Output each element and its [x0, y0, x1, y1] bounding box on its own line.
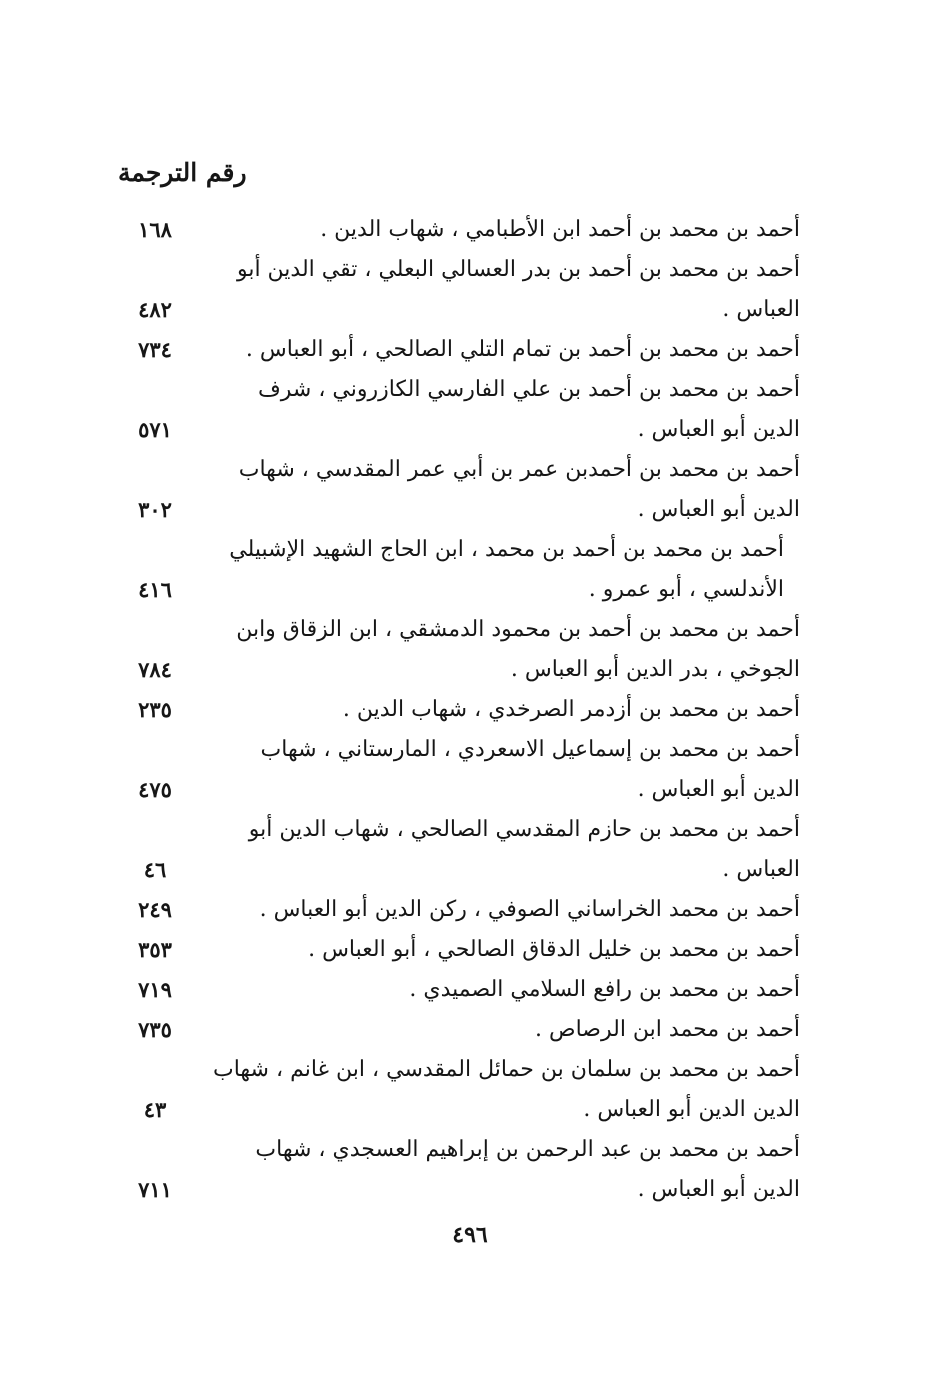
entry — [120, 450, 800, 530]
entry-number: ٤٦ — [143, 857, 167, 882]
entry-text: أحمد بن محمد الخراساني الصوفي ، ركن الدين أبو العباس . — [259, 897, 800, 922]
entry — [120, 250, 800, 330]
entry — [120, 890, 800, 930]
column-header: رقم الترجمة — [118, 158, 247, 187]
entry — [120, 970, 800, 1010]
entry — [120, 530, 800, 610]
entry-text: أحمد بن محمد ابن الرصاص . — [535, 1017, 800, 1042]
entry-text: أحمد بن محمد بن أحمد بن محمد ، ابن الحاج الشهيد الإشبيلي الأندلسي ، أبو عمرو . — [229, 537, 784, 602]
entry-text: أحمد بن محمد بن رافع السلامي الصميدي . — [409, 977, 800, 1002]
entry-text: أحمد بن محمد بن أحمد بن بدر العسالي البعلي ، تقي الدين أبو العباس . — [236, 257, 800, 322]
entry-number: ٤٨٢ — [138, 297, 172, 322]
entry-list — [120, 210, 800, 1210]
entry — [120, 930, 800, 970]
entry-text: أحمد بن محمد بن سلمان بن حمائل المقدسي ، ابن غانم ، شهاب الدين الدين أبو العباس . — [213, 1057, 800, 1122]
entry — [120, 1010, 800, 1050]
entry-number: ١٦٨ — [138, 217, 172, 242]
entry-number: ٤٧٥ — [138, 777, 172, 802]
entry — [120, 1130, 800, 1210]
entry-text: أحمد بن محمد بن عبد الرحمن بن إبراهيم العسجدي ، شهاب الدين أبو العباس . — [255, 1137, 800, 1202]
entry-number: ٧١٩ — [138, 977, 172, 1002]
entry-text: أحمد بن محمد بن أحمد بن علي الفارسي الكازروني ، شرف الدين أبو العباس . — [257, 377, 800, 442]
entry-number: ٣٥٣ — [138, 937, 172, 962]
entry — [120, 730, 800, 810]
entry-number: ٤٣ — [143, 1097, 167, 1122]
entry-number: ٧٨٤ — [138, 657, 172, 682]
entry-text: أحمد بن محمد بن أحمد ابن الأطبامي ، شهاب الدين . — [320, 217, 800, 242]
entry-text: أحمد بن محمد بن أزدمر الصرخدي ، شهاب الدين . — [342, 697, 800, 722]
entry-number: ٣٠٢ — [138, 497, 172, 522]
entry-number: ٤١٦ — [138, 577, 172, 602]
entry-number: ٧١١ — [138, 1177, 172, 1202]
entry — [120, 690, 800, 730]
entry-number: ٢٣٥ — [138, 697, 172, 722]
entry-text: أحمد بن محمد بن أحمد بن محمود الدمشقي ، ابن الزقاق وابن الجوخي ، بدر الدين أبو العباس . — [236, 617, 800, 682]
entry-text: أحمد بن محمد بن إسماعيل الاسعردي ، المارستاني ، شهاب الدين أبو العباس . — [260, 737, 800, 802]
entry — [120, 210, 800, 250]
entry-number: ٧٣٥ — [138, 1017, 172, 1042]
entry-number: ٢٤٩ — [138, 897, 172, 922]
entry-number: ٥٧١ — [138, 417, 172, 442]
entry-number: ٧٣٤ — [138, 337, 172, 362]
entry — [120, 810, 800, 890]
entry — [120, 370, 800, 450]
entry-text: أحمد بن محمد بن حازم المقدسي الصالحي ، شهاب الدين أبو العباس . — [248, 817, 800, 882]
entry-text: أحمد بن محمد بن خليل الدقاق الصالحي ، أبو العباس . — [308, 937, 800, 962]
entry-text: أحمد بن محمد بن أحمدبن عمر بن أبي عمر المقدسي ، شهاب الدين أبو العباس . — [238, 457, 800, 522]
page-number: ٤٩٦ — [452, 1222, 488, 1248]
entry-text: أحمد بن محمد بن أحمد بن تمام التلي الصالحي ، أبو العباس . — [245, 337, 800, 362]
entry — [120, 610, 800, 690]
entry — [120, 1050, 800, 1130]
entry — [120, 330, 800, 370]
